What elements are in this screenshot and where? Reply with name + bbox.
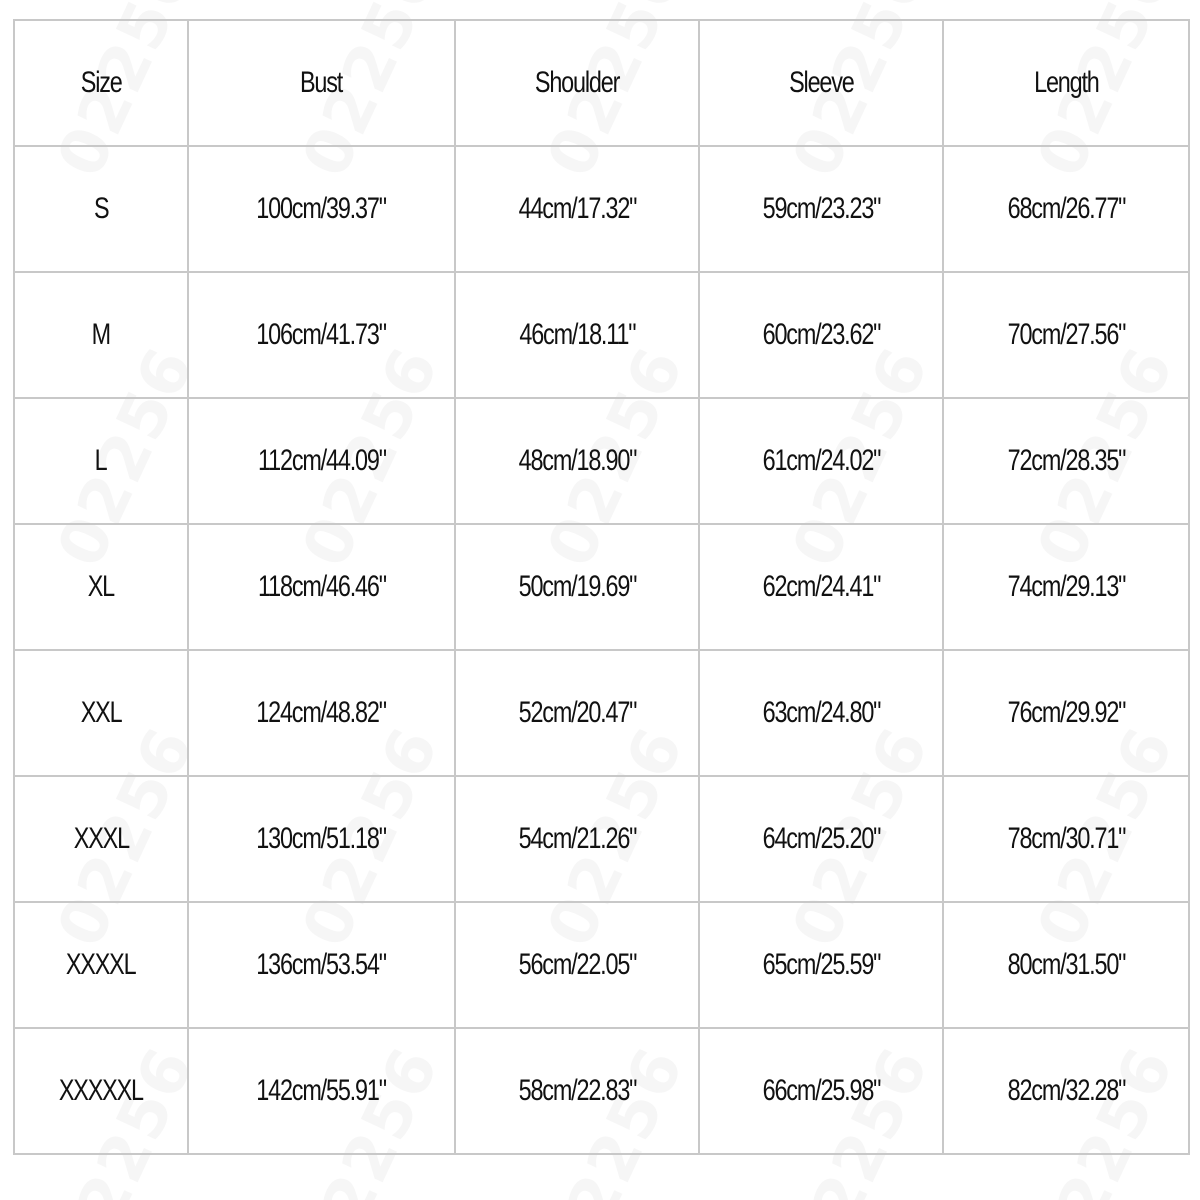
header-row (14, 20, 1189, 146)
cell-length: 72cm/28.35" (943, 398, 1189, 524)
cell-shoulder: 44cm/17.32" (455, 146, 699, 272)
cell-bust: 130cm/51.18" (188, 776, 455, 902)
cell-length: 80cm/31.50" (943, 902, 1189, 1028)
cell-sleeve: 60cm/23.62" (699, 272, 943, 398)
cell-shoulder: 46cm/18.11" (455, 272, 699, 398)
cell-shoulder: 58cm/22.83" (455, 1028, 699, 1154)
cell-length: 68cm/26.77" (943, 146, 1189, 272)
cell-sleeve: 65cm/25.59" (699, 902, 943, 1028)
header-sleeve: Sleeve (699, 20, 943, 146)
header-size: Size (14, 20, 188, 146)
cell-size: M (14, 272, 188, 398)
cell-sleeve: 64cm/25.20" (699, 776, 943, 902)
cell-bust: 136cm/53.54" (188, 902, 455, 1028)
header-length: Length (943, 20, 1189, 146)
table-row (14, 1028, 1189, 1154)
table-row (14, 146, 1189, 272)
cell-shoulder: 54cm/21.26" (455, 776, 699, 902)
cell-size: XXXXL (14, 902, 188, 1028)
cell-length: 82cm/32.28" (943, 1028, 1189, 1154)
cell-sleeve: 66cm/25.98" (699, 1028, 943, 1154)
cell-length: 74cm/29.13" (943, 524, 1189, 650)
cell-bust: 118cm/46.46" (188, 524, 455, 650)
cell-size: L (14, 398, 188, 524)
table-row (14, 902, 1189, 1028)
table-row (14, 650, 1189, 776)
table-row (14, 776, 1189, 902)
table-row (14, 272, 1189, 398)
cell-sleeve: 59cm/23.23" (699, 146, 943, 272)
cell-bust: 100cm/39.37" (188, 146, 455, 272)
cell-length: 76cm/29.92" (943, 650, 1189, 776)
cell-shoulder: 56cm/22.05" (455, 902, 699, 1028)
cell-bust: 106cm/41.73" (188, 272, 455, 398)
cell-shoulder: 50cm/19.69" (455, 524, 699, 650)
cell-bust: 124cm/48.82" (188, 650, 455, 776)
cell-bust: 142cm/55.91" (188, 1028, 455, 1154)
cell-size: XXXL (14, 776, 188, 902)
header-bust: Bust (188, 20, 455, 146)
size-chart-table (13, 19, 1190, 1155)
size-chart-body (14, 146, 1189, 1154)
cell-size: XXL (14, 650, 188, 776)
cell-sleeve: 63cm/24.80" (699, 650, 943, 776)
cell-shoulder: 48cm/18.90" (455, 398, 699, 524)
cell-bust: 112cm/44.09" (188, 398, 455, 524)
cell-sleeve: 61cm/24.02" (699, 398, 943, 524)
cell-shoulder: 52cm/20.47" (455, 650, 699, 776)
cell-length: 70cm/27.56" (943, 272, 1189, 398)
cell-length: 78cm/30.71" (943, 776, 1189, 902)
table-row (14, 524, 1189, 650)
table-row (14, 398, 1189, 524)
header-shoulder: Shoulder (455, 20, 699, 146)
cell-sleeve: 62cm/24.41" (699, 524, 943, 650)
cell-size: XXXXXL (14, 1028, 188, 1154)
cell-size: S (14, 146, 188, 272)
cell-size: XL (14, 524, 188, 650)
